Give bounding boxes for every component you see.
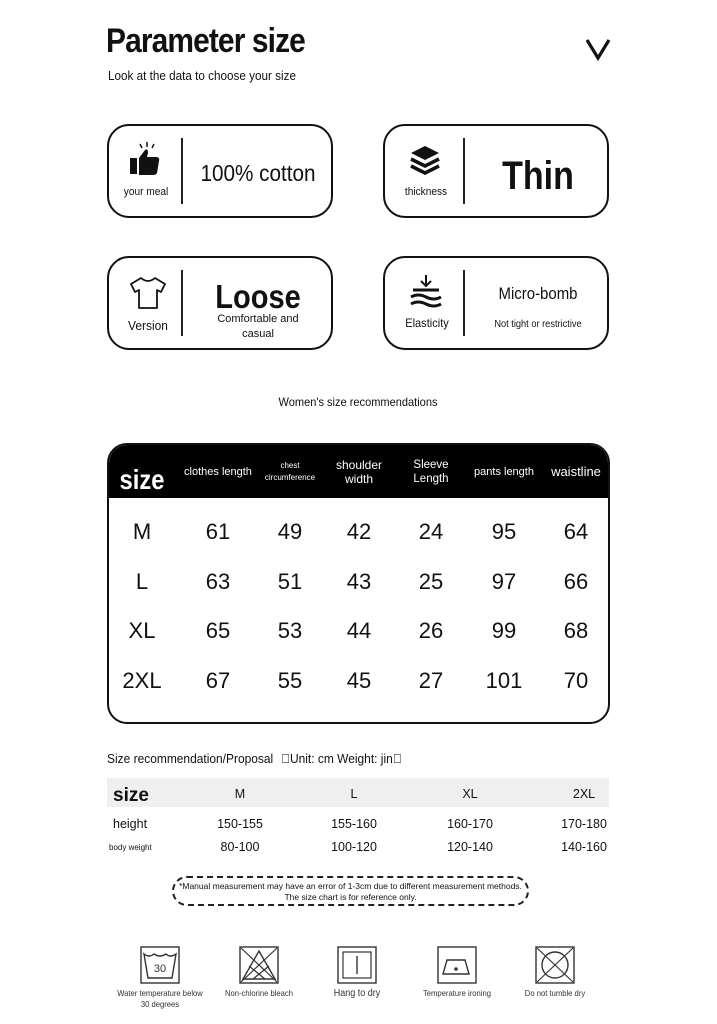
recommendation-height-cell: 155-160 — [331, 817, 377, 831]
size-cell: 51 — [277, 569, 303, 594]
size-cell: 44 — [346, 618, 372, 643]
elasticity-icon — [409, 274, 443, 310]
size-cell: 66 — [563, 569, 589, 594]
header-waist: waistline — [551, 463, 601, 479]
size-cell: 70 — [563, 668, 589, 693]
size-table — [107, 443, 610, 724]
no-bleach-icon — [239, 946, 279, 984]
recommendation-unit:  Unit: cm Weight: jin  — [281, 751, 402, 766]
size-row-label: L — [135, 569, 149, 594]
page-subtitle: Look at the data to choose your size — [108, 68, 296, 83]
size-cell: 49 — [277, 519, 303, 544]
size-cell: 68 — [563, 618, 589, 643]
size-cell: 24 — [418, 519, 444, 544]
fabric-label: your meal — [123, 186, 169, 198]
care-wash-label: Water temperature below 30 degrees — [117, 988, 203, 1009]
header-chest: chest circumference — [264, 460, 316, 482]
elasticity-note: Not tight or restrictive — [494, 318, 582, 330]
care-hang — [307, 946, 407, 999]
size-cell: 64 — [563, 519, 589, 544]
size-cell: 65 — [205, 618, 231, 643]
version-note: Comfortable and casual — [217, 313, 299, 340]
measurement-note: *Manual measurement may have an error of 1-3cm due to different measurement methods. The size chart is for reference only. — [172, 876, 529, 906]
size-cell: 26 — [418, 618, 444, 643]
version-value: Loose — [215, 278, 301, 315]
care-bleach-label: Non-chlorine bleach — [224, 988, 294, 998]
recommendation-height-cell: 150-155 — [217, 817, 263, 831]
recommendation-height-cell: height — [113, 817, 148, 831]
header-size: size — [119, 463, 165, 495]
size-cell: 27 — [418, 668, 444, 693]
tshirt-icon — [129, 276, 167, 310]
size-cell: 42 — [346, 519, 372, 544]
version-label: Version — [128, 318, 168, 333]
recommendation-header-cell: 2XL — [572, 787, 596, 801]
thumbs-up-icon — [127, 140, 163, 182]
recommendation-header-cell: L — [350, 787, 358, 801]
recommendation-header-cell: size — [113, 785, 149, 806]
recommendation-weight-cell: 120-140 — [447, 840, 493, 854]
fabric-value: 100% cotton — [200, 160, 316, 186]
recommendation-weight-cell: 80-100 — [220, 840, 260, 854]
hang-dry-icon — [337, 946, 377, 984]
thickness-label: thickness — [404, 186, 448, 198]
elasticity-card — [383, 256, 609, 350]
recommendation-title: Size recommendation/Proposal — [107, 751, 274, 766]
header-pants: pants length — [474, 465, 534, 478]
care-iron — [407, 946, 507, 999]
size-cell: 101 — [485, 668, 523, 693]
iron-icon — [437, 946, 477, 984]
care-hang-label: Hang to dry — [333, 988, 381, 999]
size-cell: 63 — [205, 569, 231, 594]
recommendation-weight-cell: 140-160 — [561, 840, 607, 854]
version-card — [107, 256, 333, 350]
thickness-value: Thin — [502, 154, 574, 198]
size-cell: 97 — [491, 569, 517, 594]
size-cell: 45 — [346, 668, 372, 693]
care-wash — [110, 946, 210, 1010]
size-table-header — [109, 445, 608, 498]
size-row-label: M — [132, 519, 152, 544]
header-sleeve: Sleeve Length — [413, 458, 449, 485]
recommendation-height-cell: 170-180 — [561, 817, 607, 831]
fabric-card — [107, 124, 333, 218]
size-cell: 99 — [491, 618, 517, 643]
no-tumble-dry-icon — [535, 946, 575, 984]
recommendation-weight-cell: 100-120 — [331, 840, 377, 854]
size-cell: 43 — [346, 569, 372, 594]
care-tumble-label: Do not tumble dry — [524, 988, 586, 998]
recommendation-weight-cell: body weight — [109, 843, 152, 852]
size-row-label: XL — [128, 618, 156, 643]
size-table-caption: Women's size recommendations — [278, 395, 438, 409]
layers-icon — [409, 144, 441, 178]
recommendation-header-cell: M — [234, 787, 246, 801]
size-cell: 67 — [205, 668, 231, 693]
size-cell: 61 — [205, 519, 231, 544]
elasticity-value: Micro-bomb — [498, 284, 578, 303]
size-cell: 55 — [277, 668, 303, 693]
size-cell: 25 — [418, 569, 444, 594]
size-cell: 53 — [277, 618, 303, 643]
elasticity-label: Elasticity — [405, 316, 449, 330]
chevron-down-icon[interactable] — [585, 36, 611, 62]
size-cell: 95 — [491, 519, 517, 544]
wash-temperature: 30 — [153, 963, 167, 975]
size-row-label: 2XL — [122, 668, 162, 693]
recommendation-header-cell: XL — [462, 787, 478, 801]
care-tumble — [505, 946, 605, 999]
thickness-card — [383, 124, 609, 218]
wash-30-icon — [140, 946, 180, 984]
recommendation-height-cell: 160-170 — [447, 817, 493, 831]
page-title: Parameter size — [106, 22, 305, 60]
header-shoulder: shoulder width — [335, 457, 383, 486]
care-iron-label: Temperature ironing — [422, 988, 492, 998]
header-clothes-length: clothes length — [184, 465, 252, 478]
care-bleach — [209, 946, 309, 999]
